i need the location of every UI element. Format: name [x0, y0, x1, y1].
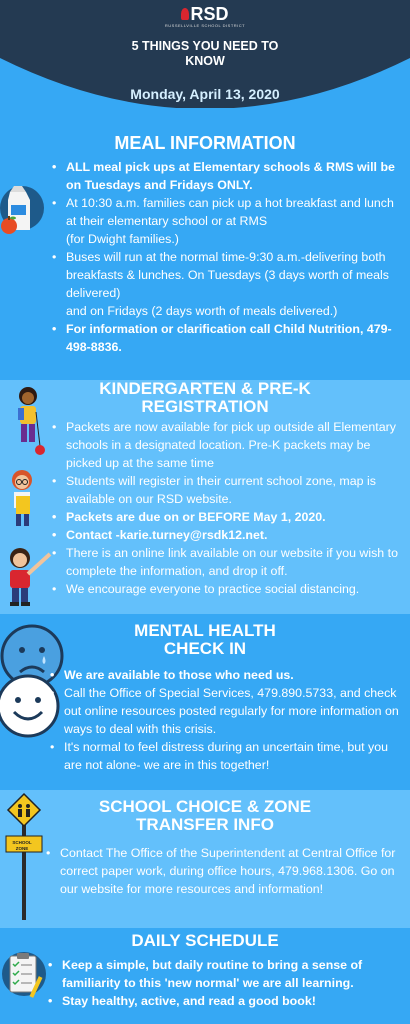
- list-item: and on Fridays (2 days worth of meals delivered.): [66, 304, 338, 318]
- daily-list: [48, 956, 404, 1010]
- meal-title: MEAL INFORMATION: [114, 133, 296, 153]
- list-item: • Packets are due on or BEFORE May 1, 2020.: [52, 508, 404, 526]
- kinder-title: KINDERGARTEN & PRE-K REGISTRATION: [99, 379, 311, 416]
- header-title: 5 THINGS YOU NEED TO KNOW: [131, 39, 279, 68]
- milk-carton-apple-icon: [0, 178, 46, 244]
- meal-list: [52, 158, 404, 356]
- daily-title: DAILY SCHEDULE: [131, 931, 279, 950]
- choice-list: [46, 844, 402, 898]
- list-item: • Contact The Office of the Superintendent at Central Office for correct paper work, during office hours, 479.968.1306. Go on our website for more resources and information!: [46, 844, 402, 898]
- list-item: • Contact -karie.turney@rsdk12.net.: [52, 526, 404, 544]
- list-item: • There is an online link available on our website if you wish to complete the information, and drop it off.: [52, 544, 404, 580]
- mental-list: [50, 666, 404, 774]
- list-item: • Students will register in their current school zone, map is available on our RSD website.: [52, 472, 404, 508]
- list-item: • Call the Office of Special Services, 479.890.5733, and check out online resources posted regularly for more information on ways to deal with this crisis.: [50, 684, 404, 738]
- list-item: • Stay healthy, active, and read a good book!: [48, 992, 404, 1010]
- list-item: • ALL meal pick ups at Elementary schools & RMS will be on Tuesdays and Fridays ONLY.: [52, 158, 404, 194]
- choice-section: [0, 790, 410, 928]
- list-item: • We are available to those who need us.: [50, 666, 404, 684]
- list-item: • It's normal to feel distress during an uncertain time, but you are not alone- we are in this together!: [50, 738, 404, 774]
- rsd-logo: RSD RUSSELLVILLE SCHOOL DISTRICT: [164, 4, 246, 28]
- list-item: • Keep a simple, but daily routine to bring a sense of familiarity to this 'new normal' we are all learning.: [48, 956, 404, 992]
- kinder-list: [52, 418, 404, 598]
- child-with-yoyo-icon: [8, 384, 50, 458]
- school-zone-sign-icon: [4, 792, 44, 924]
- header-date: Monday, April 13, 2020: [130, 86, 280, 102]
- meal-section: [0, 128, 410, 380]
- clipboard-checklist-icon: [0, 940, 50, 1010]
- mental-section: [0, 614, 410, 790]
- boy-with-glasses-icon: [6, 468, 42, 530]
- choice-title: SCHOOL CHOICE & ZONE TRANSFER INFO: [98, 797, 312, 834]
- waving-boy-icon: [4, 546, 56, 610]
- list-item: • We encourage everyone to practice social distancing.: [52, 580, 404, 598]
- school-zone-sign-label: SCHOOL ZONE: [12, 840, 32, 851]
- mental-title: MENTAL HEALTH CHECK IN: [134, 621, 276, 658]
- list-item: • Packets are now available for pick up outside all Elementary schools in a designated location. Pre-K packets may be picked up at the same time: [52, 418, 404, 472]
- daily-section: [0, 928, 410, 1024]
- list-item: (for Dwight families.): [66, 232, 179, 246]
- kinder-section: [0, 380, 410, 614]
- list-item: • Buses will run at the normal time-9:30 a.m.-delivering both breakfasts & lunches. On Tuesdays (3 days worth of meals delivered): [52, 248, 404, 302]
- torch-icon: [181, 8, 189, 20]
- list-item: • For information or clarification call Child Nutrition, 479-498-8836.: [52, 320, 404, 356]
- list-item: • At 10:30 a.m. families can pick up a hot breakfast and lunch at their elementary school or at RMS: [52, 194, 404, 230]
